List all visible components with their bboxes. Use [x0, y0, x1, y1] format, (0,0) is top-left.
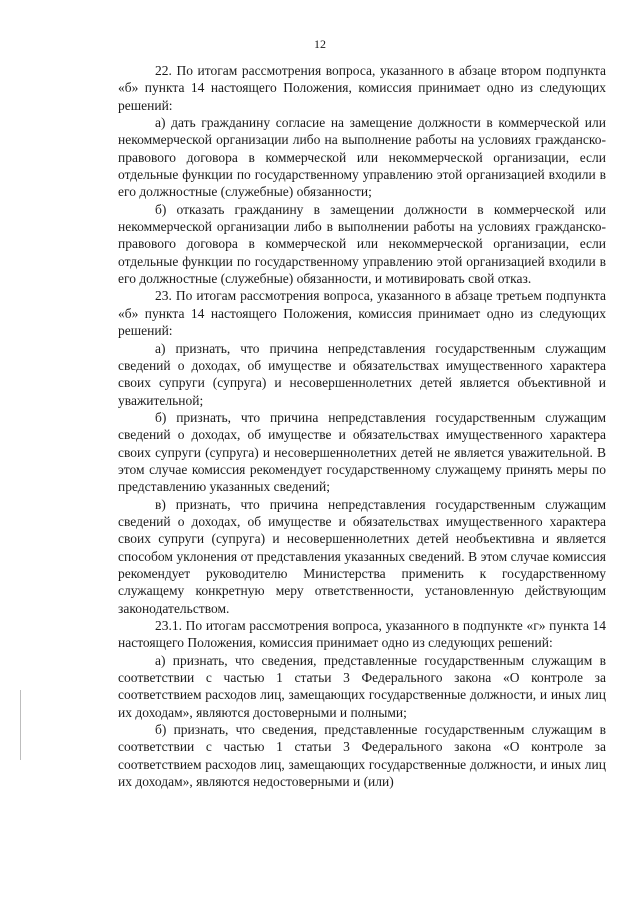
scan-edge-mark: [20, 690, 21, 760]
paragraph-23-a: а) признать, что причина непредставления государственным служащим сведений о доходах, об имуществе и обязательствах имущественного характера своих супруги (супруга) и несовершеннолетних детей является объективной и уважительной;: [118, 340, 606, 408]
paragraph-23-1-b: б) признать, что сведения, представленные государственным служащим в соответствии с частью 1 статьи 3 Федерального закона «О контроле за соответствием расходов лиц, замещающих государственные должности, и иных лиц их доходам», являются недостоверными и (или): [118, 722, 606, 790]
paragraph-22: 22. По итогам рассмотрения вопроса, указанного в абзаце втором подпункта «б» пункта 14 настоящего Положения, комиссия принимает одно из следующих решений:: [118, 63, 606, 113]
document-body: [118, 62, 606, 790]
paragraph-23-1: 23.1. По итогам рассмотрения вопроса, указанного в подпункте «г» пункта 14 настоящего Положения, комиссия принимает одно из следующих решений:: [118, 618, 606, 651]
paragraph-23-v: в) признать, что причина непредставления государственным служащим сведений о доходах, об имуществе и обязательствах имущественного характера своих супруги (супруга) и несовершеннолетних детей необъективна и является способом уклонения от представления указанных сведений. В этом случае комиссия рекомендует руководителю Министерства применить к государственному служащему конкретную меру ответственности, установленную действующим законодательством.: [118, 496, 606, 616]
paragraph-23-b: б) признать, что причина непредставления государственным служащим сведений о доходах, об имуществе и обязательствах имущественного характера своих супруги (супруга) и несовершеннолетних детей не является уважительной. В этом случае комиссия рекомендует государственному служащему принять меры по представлению указанных сведений;: [118, 409, 606, 495]
paragraph-23-1-a: а) признать, что сведения, представленные государственным служащим в соответствии с частью 1 статьи 3 Федерального закона «О контроле за соответствием расходов лиц, замещающих государственные должности, и иных лиц их доходам», являются достоверными и полными;: [118, 652, 606, 720]
page-number: 12: [314, 37, 326, 51]
paragraph-22-a: а) дать гражданину согласие на замещение должности в коммерческой или некоммерческой организации либо на выполнение работы на условиях гражданско-правового договора в коммерческой или некоммерческой организации, если отдельные функции по государственному управлению этой организацией входили в его должностные (служебные) обязанности;: [118, 115, 606, 200]
paragraph-23: 23. По итогам рассмотрения вопроса, указанного в абзаце третьем подпункта «б» пункта 14 настоящего Положения, комиссия принимает одно из следующих решений:: [118, 288, 606, 339]
paragraph-22-b: б) отказать гражданину в замещении должности в коммерческой или некоммерческой организации либо в выполнении работы на условиях гражданско-правового договора в коммерческой или некоммерческой организации, если отдельные функции по государственному управлению этой организацией входили в его должностные (служебные) обязанности, и мотивировать свой отказ.: [118, 201, 606, 287]
